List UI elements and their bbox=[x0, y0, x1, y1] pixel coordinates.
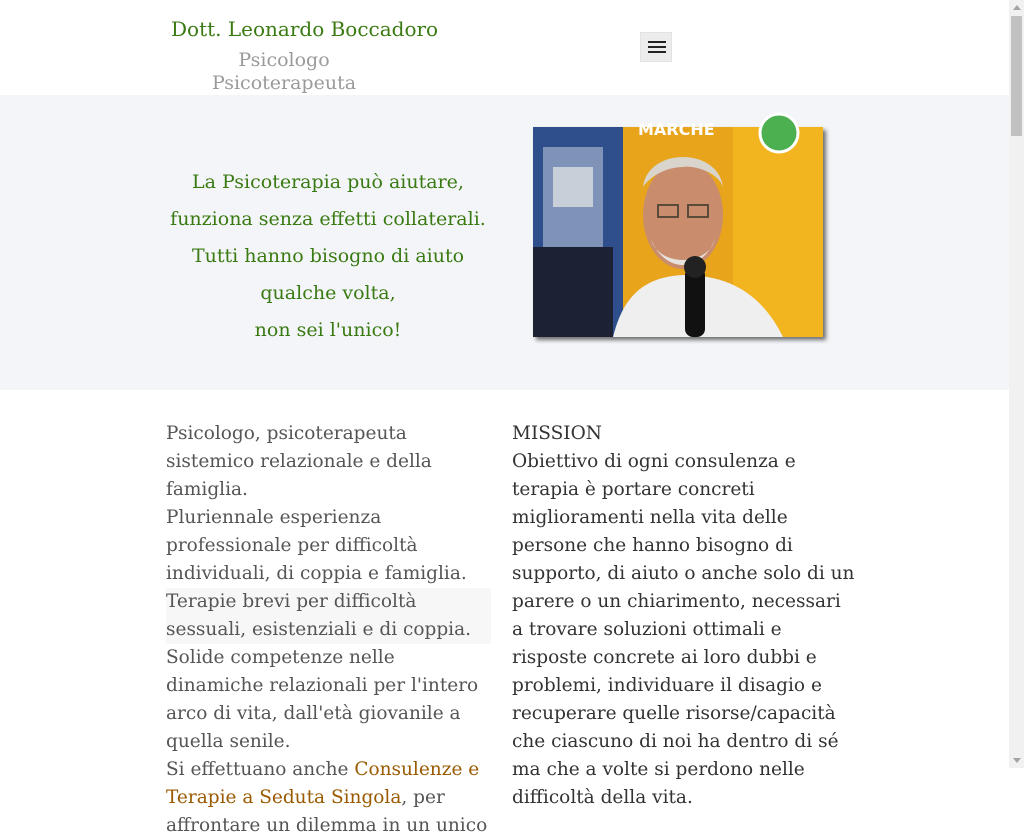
site-title[interactable]: Dott. Leonardo Boccadoro bbox=[171, 17, 439, 41]
site-subtitle: Psicologo Psicoterapeuta bbox=[211, 49, 357, 94]
intro-text: Si effettuano anche bbox=[166, 759, 355, 780]
mission-text: Obiettivo di ogni consulenza e terapia è portare concreti miglioramenti nella vita delle persone che hanno bisogno di supporto, di aiuto o anche solo di un parere o un chiarimento, necessari a trovare soluzioni ottimali e risposte concrete ai loro dubbi e problemi, individuare il disagio e recuperare quelle risorse/capacità che ciascuno di noi ha dentro di sé ma che a volte si perdono nelle difficoltà della vita. bbox=[512, 451, 855, 808]
quote-line: La Psicoterapia può aiutare, bbox=[192, 171, 464, 193]
quote-line: Tutti hanno bisogno di aiuto qualche volta, bbox=[191, 245, 465, 304]
quote-line: funziona senza effetti collaterali. bbox=[170, 208, 486, 230]
photo-banner-text: MARCHE bbox=[638, 120, 715, 139]
single-session-link[interactable]: Consulenze e Terapie a Seduta Singola bbox=[166, 759, 480, 808]
intro-paragraph: Terapie brevi per difficoltà sessuali, esistenziali e di coppia. bbox=[166, 588, 491, 644]
menu-button[interactable] bbox=[640, 32, 672, 62]
hero-section bbox=[0, 95, 1009, 390]
hamburger-menu-icon bbox=[648, 41, 666, 43]
mission-heading: MISSION bbox=[512, 423, 602, 444]
intro-text: , per affrontare un dilemma in un unico bbox=[166, 787, 488, 836]
scrollbar-thumb[interactable] bbox=[1011, 16, 1022, 136]
site-header bbox=[0, 0, 1009, 95]
scroll-down-arrow-icon[interactable] bbox=[1009, 753, 1024, 768]
quote-line: non sei l'unico! bbox=[254, 319, 402, 341]
intro-paragraph: Solide competenze nelle dinamiche relazionali per l'intero arco di vita, dall'età giovanile a quella senile. bbox=[166, 647, 479, 752]
intro-paragraph: Psicologo, psicoterapeuta sistemico relazionale e della famiglia. bbox=[166, 423, 432, 500]
intro-paragraph bbox=[166, 756, 491, 840]
hero-quote bbox=[160, 164, 496, 349]
doctor-photo bbox=[533, 120, 823, 337]
intro-paragraph: Pluriennale esperienza professionale per difficoltà individuali, di coppia e famiglia. bbox=[166, 507, 467, 584]
mission-column bbox=[512, 420, 857, 812]
intro-column bbox=[166, 420, 491, 840]
vertical-scrollbar[interactable] bbox=[1009, 0, 1024, 768]
scroll-up-arrow-icon[interactable] bbox=[1009, 0, 1024, 15]
